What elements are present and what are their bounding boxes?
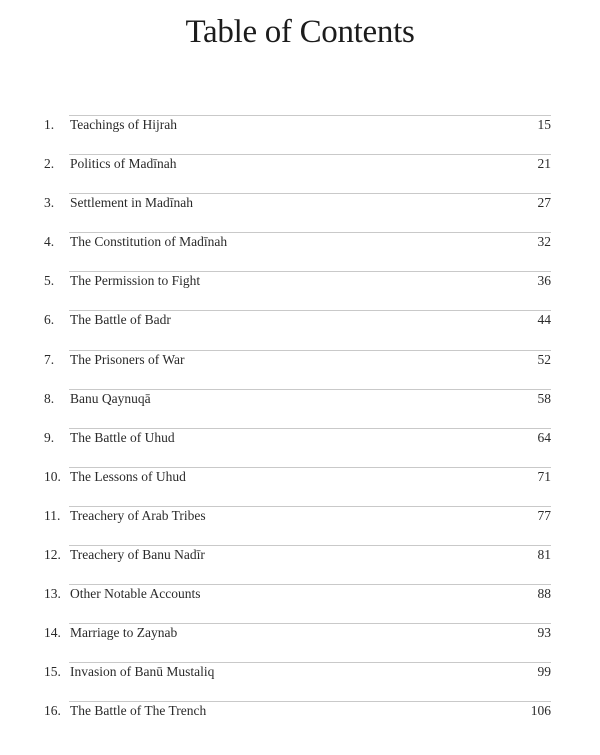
toc-entry[interactable]	[0, 343, 600, 382]
toc-entry[interactable]	[0, 147, 600, 186]
toc-entry-number: 10.	[44, 468, 61, 484]
toc-entry-title: The Prisoners of War	[70, 351, 185, 367]
divider	[69, 506, 551, 507]
toc-entry[interactable]	[0, 655, 600, 694]
toc-entry-title: Treachery of Arab Tribes	[70, 507, 206, 523]
toc-entry[interactable]	[0, 538, 600, 577]
divider	[69, 310, 551, 311]
toc-entry-page: 64	[537, 429, 551, 445]
divider	[69, 350, 551, 351]
toc-entry-page: 106	[530, 703, 551, 719]
toc-entry-number: 15.	[44, 664, 61, 680]
divider	[69, 467, 551, 468]
toc-entry-number: 2.	[44, 156, 55, 172]
divider	[69, 662, 551, 663]
toc-entry[interactable]	[0, 264, 600, 303]
toc-entry[interactable]	[0, 225, 600, 264]
toc-entry-number: 4.	[44, 234, 55, 250]
toc-entry[interactable]	[0, 108, 600, 147]
divider	[69, 428, 551, 429]
toc-entry-page: 93	[537, 625, 551, 641]
toc-entry-title: The Battle of Uhud	[70, 429, 175, 445]
toc-entry-title: Treachery of Banu Nadīr	[70, 547, 205, 563]
toc-entry[interactable]	[0, 499, 600, 538]
toc-entry-title: Invasion of Banū Mustaliq	[70, 664, 215, 680]
toc-entry-page: 77	[537, 507, 551, 523]
divider	[69, 271, 551, 272]
toc-entry-number: 16.	[44, 703, 61, 719]
toc-entry-page: 21	[537, 156, 551, 172]
divider	[69, 232, 551, 233]
toc-entry[interactable]	[0, 421, 600, 460]
toc-entry-page: 71	[537, 468, 551, 484]
toc-entry-page: 52	[537, 351, 551, 367]
divider	[69, 701, 551, 702]
toc-entry-title: Other Notable Accounts	[70, 586, 201, 602]
divider	[69, 584, 551, 585]
toc-entry-page: 27	[537, 195, 551, 211]
toc-entry[interactable]	[0, 303, 600, 342]
toc-entry-title: The Lessons of Uhud	[70, 468, 186, 484]
toc-entry-page: 32	[537, 234, 551, 250]
toc-entry-title: Marriage to Zaynab	[70, 625, 178, 641]
toc-entry-page: 81	[537, 547, 551, 563]
toc-entry-title: Teachings of Hijrah	[70, 117, 178, 132]
toc-entry-title: Settlement in Madīnah	[70, 195, 193, 211]
toc-entry-number: 9.	[44, 429, 55, 445]
toc-entry-number: 5.	[44, 273, 55, 289]
toc-entry-number: 12.	[44, 547, 61, 563]
toc-entry[interactable]	[0, 694, 600, 733]
toc-entry-title: The Battle of Badr	[70, 312, 171, 328]
divider	[69, 545, 551, 546]
divider	[69, 623, 551, 624]
toc-entry-number: 3.	[44, 195, 55, 211]
toc-entry-number: 13.	[44, 586, 61, 602]
toc-entry-title: The Permission to Fight	[70, 273, 201, 289]
toc-entry[interactable]	[0, 460, 600, 499]
table-of-contents	[0, 108, 600, 734]
toc-entry-page: 36	[537, 273, 551, 289]
toc-entry[interactable]	[0, 577, 600, 616]
toc-entry-title: The Constitution of Madīnah	[70, 234, 228, 250]
divider	[69, 193, 551, 194]
toc-entry-number: 8.	[44, 390, 55, 406]
toc-entry-title: Politics of Madīnah	[70, 156, 177, 172]
toc-entry-number: 14.	[44, 625, 61, 641]
toc-entry-title: The Battle of The Trench	[70, 703, 207, 719]
toc-entry-page: 15	[537, 117, 551, 132]
divider	[69, 389, 551, 390]
page-title: Table of Contents	[185, 14, 415, 50]
toc-entry-number: 1.	[44, 117, 55, 132]
toc-entry[interactable]	[0, 616, 600, 655]
toc-entry[interactable]	[0, 382, 600, 421]
toc-entry-page: 44	[537, 312, 551, 328]
toc-entry-page: 99	[537, 664, 551, 680]
divider	[69, 154, 551, 155]
toc-entry-number: 11.	[44, 507, 61, 523]
toc-entry-page: 88	[537, 586, 551, 602]
divider	[69, 115, 551, 116]
toc-entry-number: 7.	[44, 351, 55, 367]
toc-entry-title: Banu Qaynuqā	[70, 390, 151, 406]
toc-entry-page: 58	[537, 390, 551, 406]
toc-entry[interactable]	[0, 186, 600, 225]
toc-entry-number: 6.	[44, 312, 55, 328]
